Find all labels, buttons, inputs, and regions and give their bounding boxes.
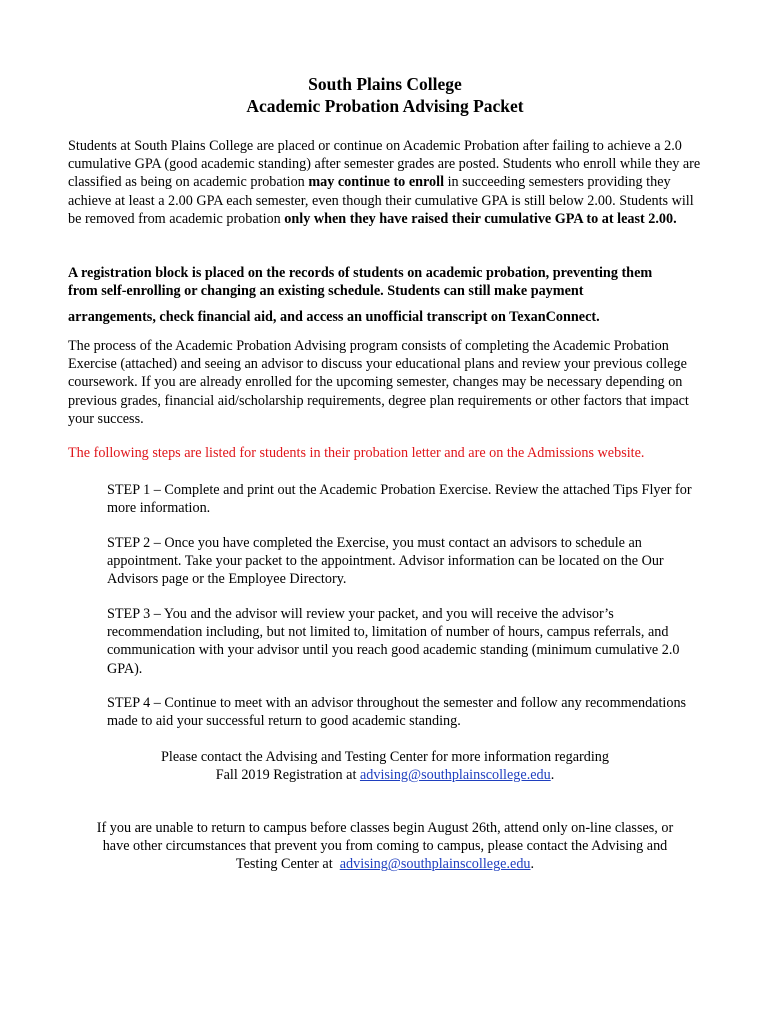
contact-line-2 — [0, 766, 770, 784]
intro-text-1: Students at South Plains College are placed or continue on Academic Probation after failing to achieve a 2.0 cumulative GPA (good academic standing) after semester grades are posted. Students who enroll while they are classified as being on academic probation — [68, 138, 701, 191]
remote-paragraph — [0, 819, 770, 874]
contact-prefix: Fall 2019 Registration at — [215, 767, 360, 784]
step-4: STEP 4 – Continue to meet with an advisor throughout the semester and follow any recommendations made to aid your successful return to good academic standing. — [107, 695, 687, 730]
contact-paragraph — [0, 748, 770, 784]
remote-prefix: Testing Center at — [235, 856, 340, 873]
packet-title: Academic Probation Advising Packet — [246, 96, 524, 116]
contact-line-1: Please contact the Advising and Testing Center for more information regarding — [161, 749, 609, 765]
advising-email-link-2[interactable]: advising@southplainscollege.edu — [339, 856, 531, 873]
remote-suffix: . — [530, 856, 535, 873]
step-3: STEP 3 – You and the advisor will review your packet, and you will receive the advisor’s recommendation including, but not limited to, limitation of number of hours, campus referrals, and communication with your advisor until you reach good academic standing (minimum cumulative 2.0 GPA). — [107, 606, 680, 677]
remote-line-2: have other circumstances that prevent you from coming to campus, please contact the Advising and — [102, 838, 668, 855]
step-2: STEP 2 – Once you have completed the Exercise, you must contact an advisors to schedule an appointment. Take your packet to the appointment. Advisor information can be located on the Our Advisors page or the Employee Directory. — [107, 535, 664, 588]
college-title: South Plains College — [308, 74, 462, 94]
intro-bold-1: may continue to enroll — [308, 174, 445, 191]
intro-bold-2: only when they have raised their cumulative GPA to at least 2.00. — [284, 210, 677, 227]
intro-paragraph — [68, 137, 708, 228]
process-paragraph: The process of the Academic Probation Advising program consists of completing the Academic Probation Exercise (attached) and seeing an advisor to discuss your educational plans and review your previous college coursework. If you are already enrolled for the upcoming semester, changes may be necessary depending on previous grades, financial aid/scholarship requirements, degree plan requirements or other factors that impact your success. — [68, 338, 689, 427]
step-1: STEP 1 – Complete and print out the Academic Probation Exercise. Review the attached Tips Flyer for more information. — [107, 482, 692, 517]
notice-line-1: A registration block is placed on the records of students on academic probation, preventing them — [68, 265, 653, 281]
notice-line-3: arrangements, check financial aid, and access an unofficial transcript on TexanConnect. — [68, 309, 600, 326]
remote-line-1: If you are unable to return to campus before classes begin August 26th, attend only on-line classes, or — [96, 820, 674, 836]
registration-block-notice — [68, 264, 708, 327]
remote-line-3 — [0, 855, 770, 873]
contact-suffix: . — [550, 767, 555, 784]
notice-line-2: from self-enrolling or changing an existing schedule. Students can still make payment — [68, 283, 584, 300]
advising-email-link[interactable]: advising@southplainscollege.edu — [359, 767, 551, 784]
steps-intro: The following steps are listed for students in their probation letter and are on the Admissions website. — [68, 445, 645, 461]
intro-text-2: in succeeding semesters providing they achieve at least a 2.00 GPA each semester, even though their cumulative GPA is still below 2.00. Students will be removed from academic probation — [68, 174, 694, 227]
